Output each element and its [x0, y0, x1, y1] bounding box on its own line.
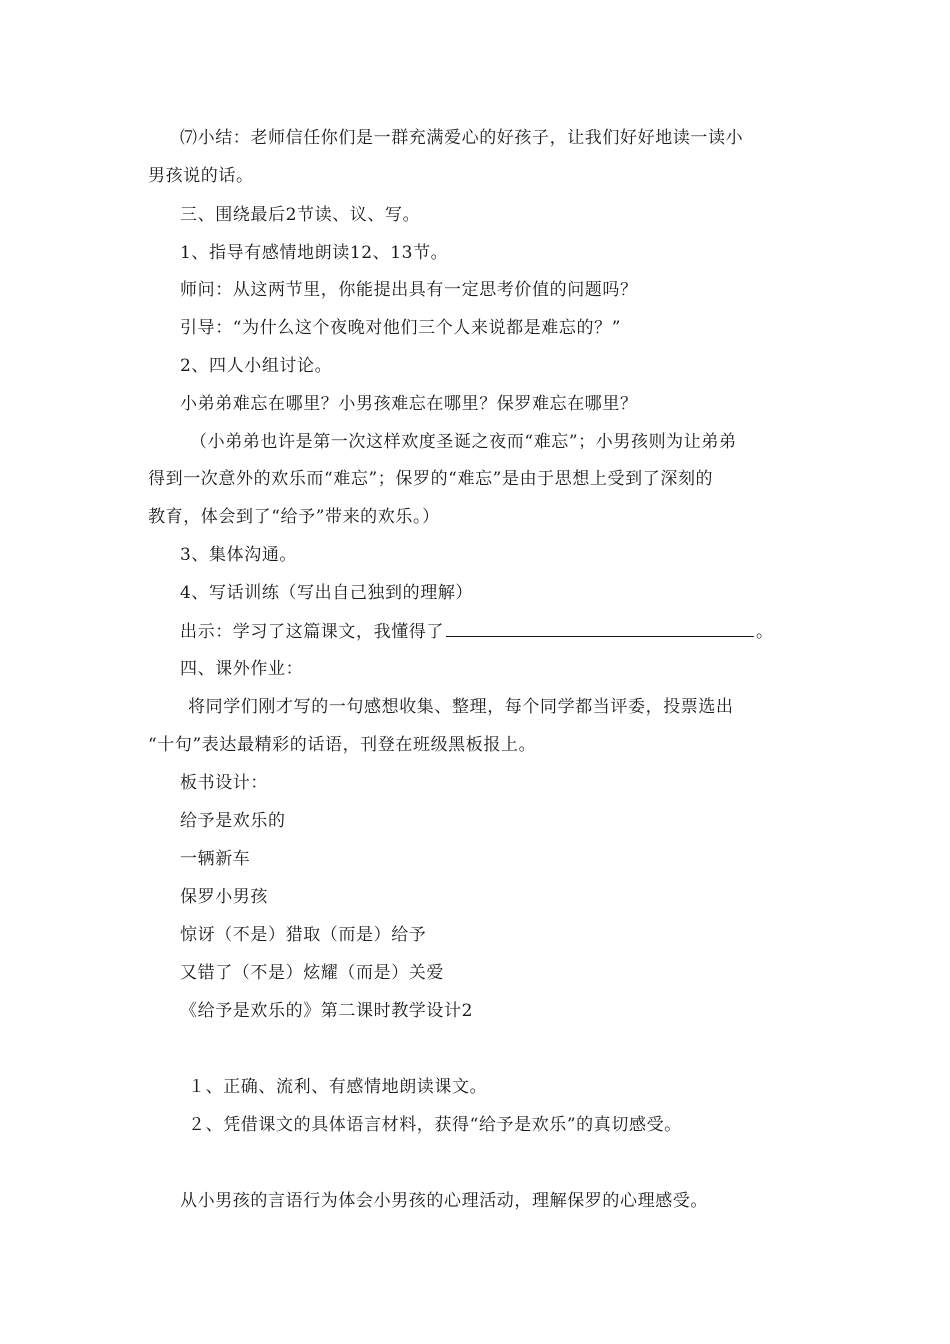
- board-line-1: 给予是欢乐的: [180, 811, 286, 831]
- board-line-2: 一辆新车: [180, 849, 251, 869]
- lesson-design-title: 《给予是欢乐的》第二课时教学设计2: [180, 1001, 474, 1021]
- step-3: 3、集体沟通。: [180, 545, 298, 565]
- objective-1: １、正确、流利、有感情地朗读课文。: [188, 1077, 488, 1097]
- summary-line-2: 男孩说的话。: [148, 166, 254, 186]
- fill-in-suffix: 。: [756, 622, 774, 642]
- discussion-answer-line-2: 得到一次意外的欢乐而“难忘”；保罗的“难忘”是由于思想上受到了深刻的: [148, 469, 714, 489]
- discussion-questions: 小弟弟难忘在哪里？小男孩难忘在哪里？保罗难忘在哪里？: [180, 394, 638, 414]
- section-four-heading: 四、课外作业：: [180, 659, 304, 679]
- discussion-answer-line-3: 教育，体会到了“给予”带来的欢乐。）: [148, 507, 440, 527]
- board-line-5: 又错了（不是）炫耀（而是）关爱: [180, 963, 444, 983]
- homework-line-1: 将同学们刚才写的一句感想收集、整理，每个同学都当评委，投票选出: [188, 697, 734, 717]
- key-point: 从小男孩的言语行为体会小男孩的心理活动，理解保罗的心理感受。: [180, 1191, 708, 1211]
- discussion-answer-line-1: （小弟弟也许是第一次这样欢度圣诞之夜而“难忘”；小男孩则为让弟弟: [190, 432, 737, 452]
- fill-in-line: [180, 620, 774, 643]
- board-line-4: 惊讶（不是）猎取（而是）给予: [180, 925, 427, 945]
- board-design-heading: 板书设计：: [180, 773, 268, 793]
- homework-line-2: “十句”表达最精彩的话语，刊登在班级黑板报上。: [148, 735, 537, 755]
- step-1: 1、指导有感情地朗读12、13节。: [180, 243, 449, 263]
- objective-2: ２、凭借课文的具体语言材料，获得“给予是欢乐”的真切感受。: [188, 1115, 682, 1135]
- fill-in-prefix: 出示：学习了这篇课文，我懂得了: [180, 622, 444, 642]
- step-4: 4、写话训练（写出自己独到的理解）: [180, 583, 474, 603]
- step-2: 2、四人小组讨论。: [180, 356, 333, 376]
- board-line-3: 保罗小男孩: [180, 887, 268, 907]
- summary-line-1: ⑺小结：老师信任你们是一群充满爱心的好孩子，让我们好好地读一读小: [180, 128, 744, 148]
- teacher-question: 师问：从这两节里，你能提出具有一定思考价值的问题吗？: [180, 280, 638, 300]
- guidance-line: 引导：“为什么这个夜晚对他们三个人来说都是难忘的？”: [180, 318, 621, 338]
- section-three-heading: 三、围绕最后2节读、议、写。: [180, 205, 421, 225]
- fill-in-blank: [446, 620, 754, 637]
